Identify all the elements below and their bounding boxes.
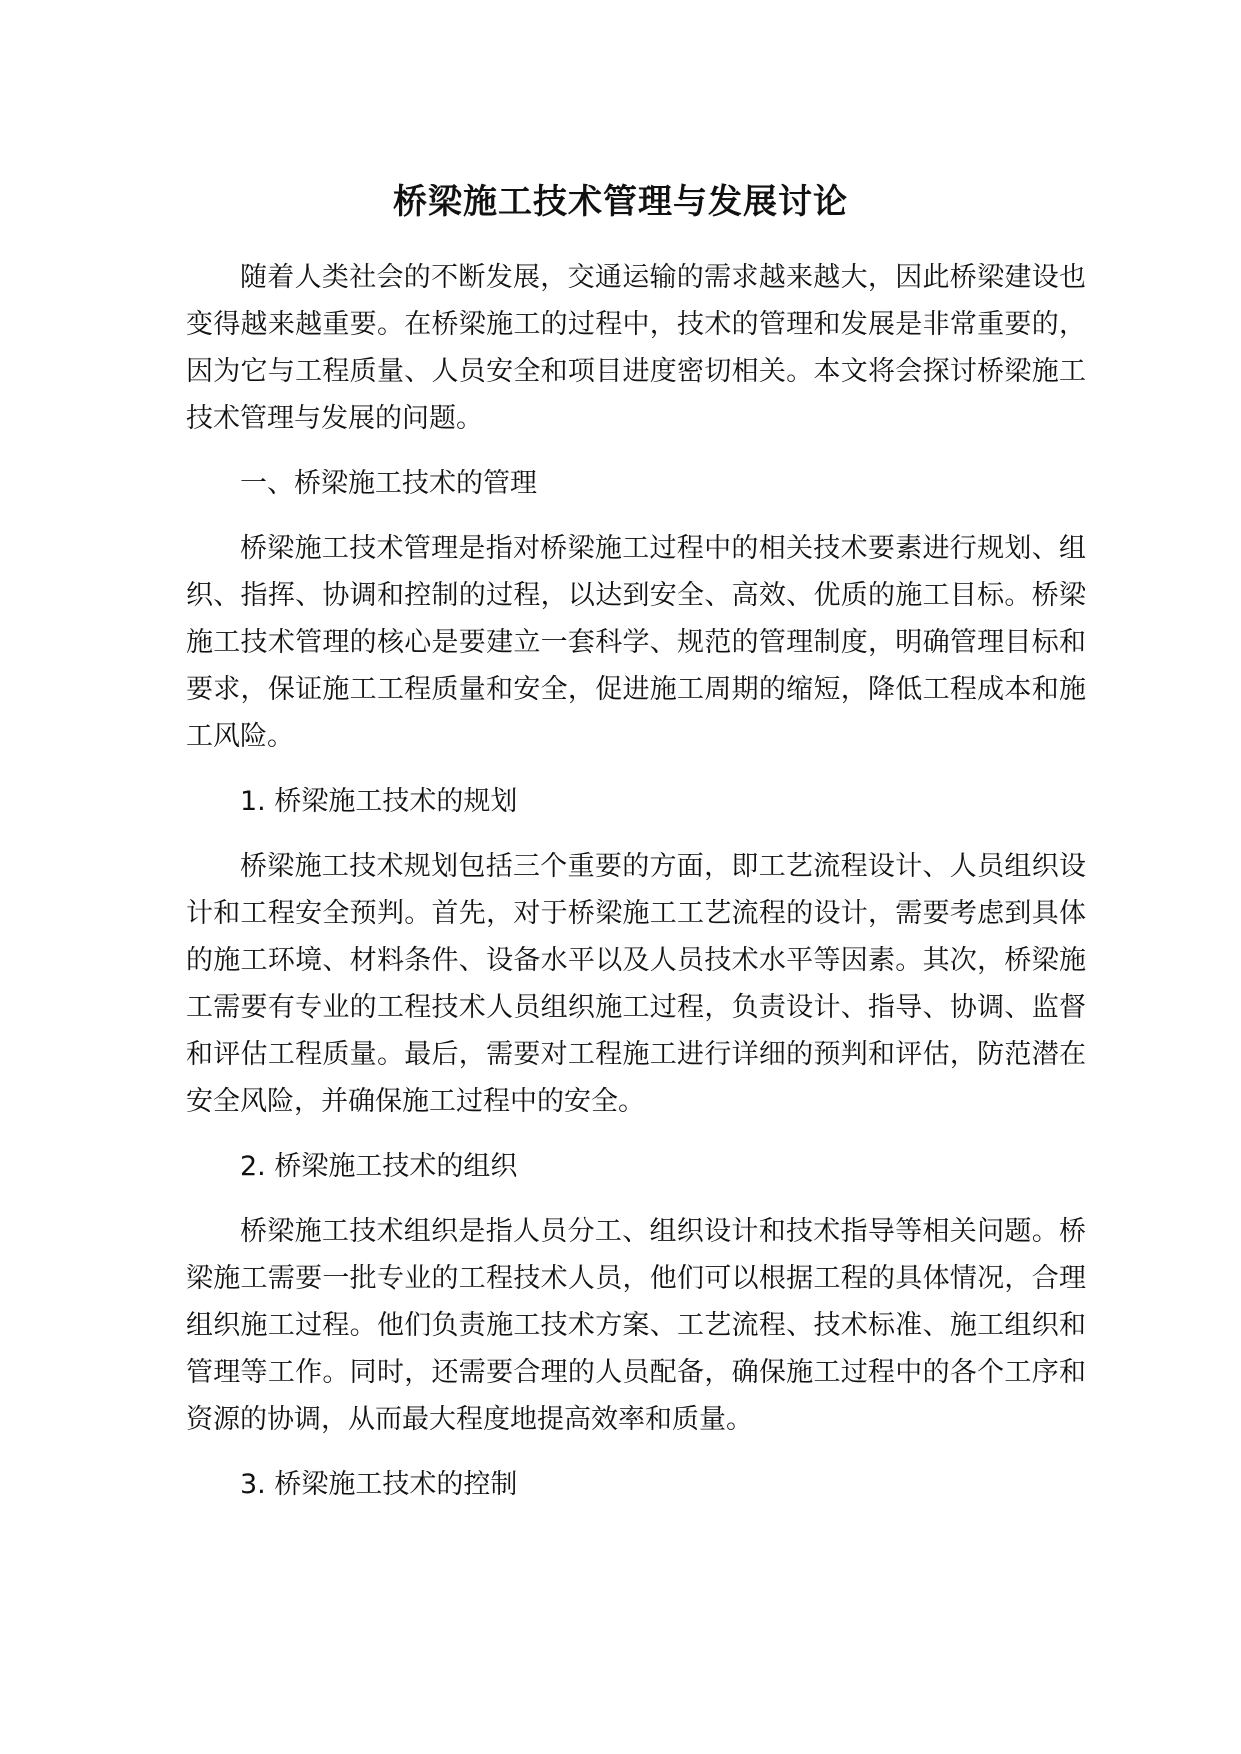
paragraph-management: 桥梁施工技术管理是指对桥梁施工过程中的相关技术要素进行规划、组织、指挥、协调和控制的过程，以达到安全、高效、优质的施工目标。桥梁施工技术管理的核心是要建立一套科学、规范的管理制度，明确管理目标和要求，保证施工工程质量和安全，促进施工周期的缩短，降低工程成本和施工风险。 bbox=[186, 533, 1086, 752]
paragraph-planning: 桥梁施工技术规划包括三个重要的方面，即工艺流程设计、人员组织设计和工程安全预判。首先，对于桥梁施工工艺流程的设计，需要考虑到具体的施工环境、材料条件、设备水平以及人员技术水平等因素。其次，桥梁施工需要有专业的工程技术人员组织施工过程，负责设计、指导、协调、监督和评估工程质量。最后，需要对工程施工进行详细的预判和评估，防范潜在安全风险，并确保施工过程中的安全。 bbox=[186, 851, 1086, 1117]
document-body bbox=[186, 254, 1086, 1526]
subsection-heading-organization: 2. 桥梁施工技术的组织 bbox=[240, 1151, 518, 1182]
subsection-heading-control: 3. 桥梁施工技术的控制 bbox=[240, 1469, 518, 1500]
paragraph-organization: 桥梁施工技术组织是指人员分工、组织设计和技术指导等相关问题。桥梁施工需要一批专业的工程技术人员，他们可以根据工程的具体情况，合理组织施工过程。他们负责施工技术方案、工艺流程、技术标准、施工组织和管理等工作。同时，还需要合理的人员配备，确保施工过程中的各个工序和资源的协调，从而最大程度地提高效率和质量。 bbox=[186, 1216, 1086, 1435]
paragraph-intro: 随着人类社会的不断发展，交通运输的需求越来越大，因此桥梁建设也变得越来越重要。在桥梁施工的过程中，技术的管理和发展是非常重要的，因为它与工程质量、人员安全和项目进度密切相关。本文将会探讨桥梁施工技术管理与发展的问题。 bbox=[186, 262, 1086, 434]
section-heading-1: 一、桥梁施工技术的管理 bbox=[240, 468, 537, 499]
subsection-heading-planning: 1. 桥梁施工技术的规划 bbox=[240, 786, 518, 817]
document-title: 桥梁施工技术管理与发展讨论 bbox=[393, 182, 848, 222]
